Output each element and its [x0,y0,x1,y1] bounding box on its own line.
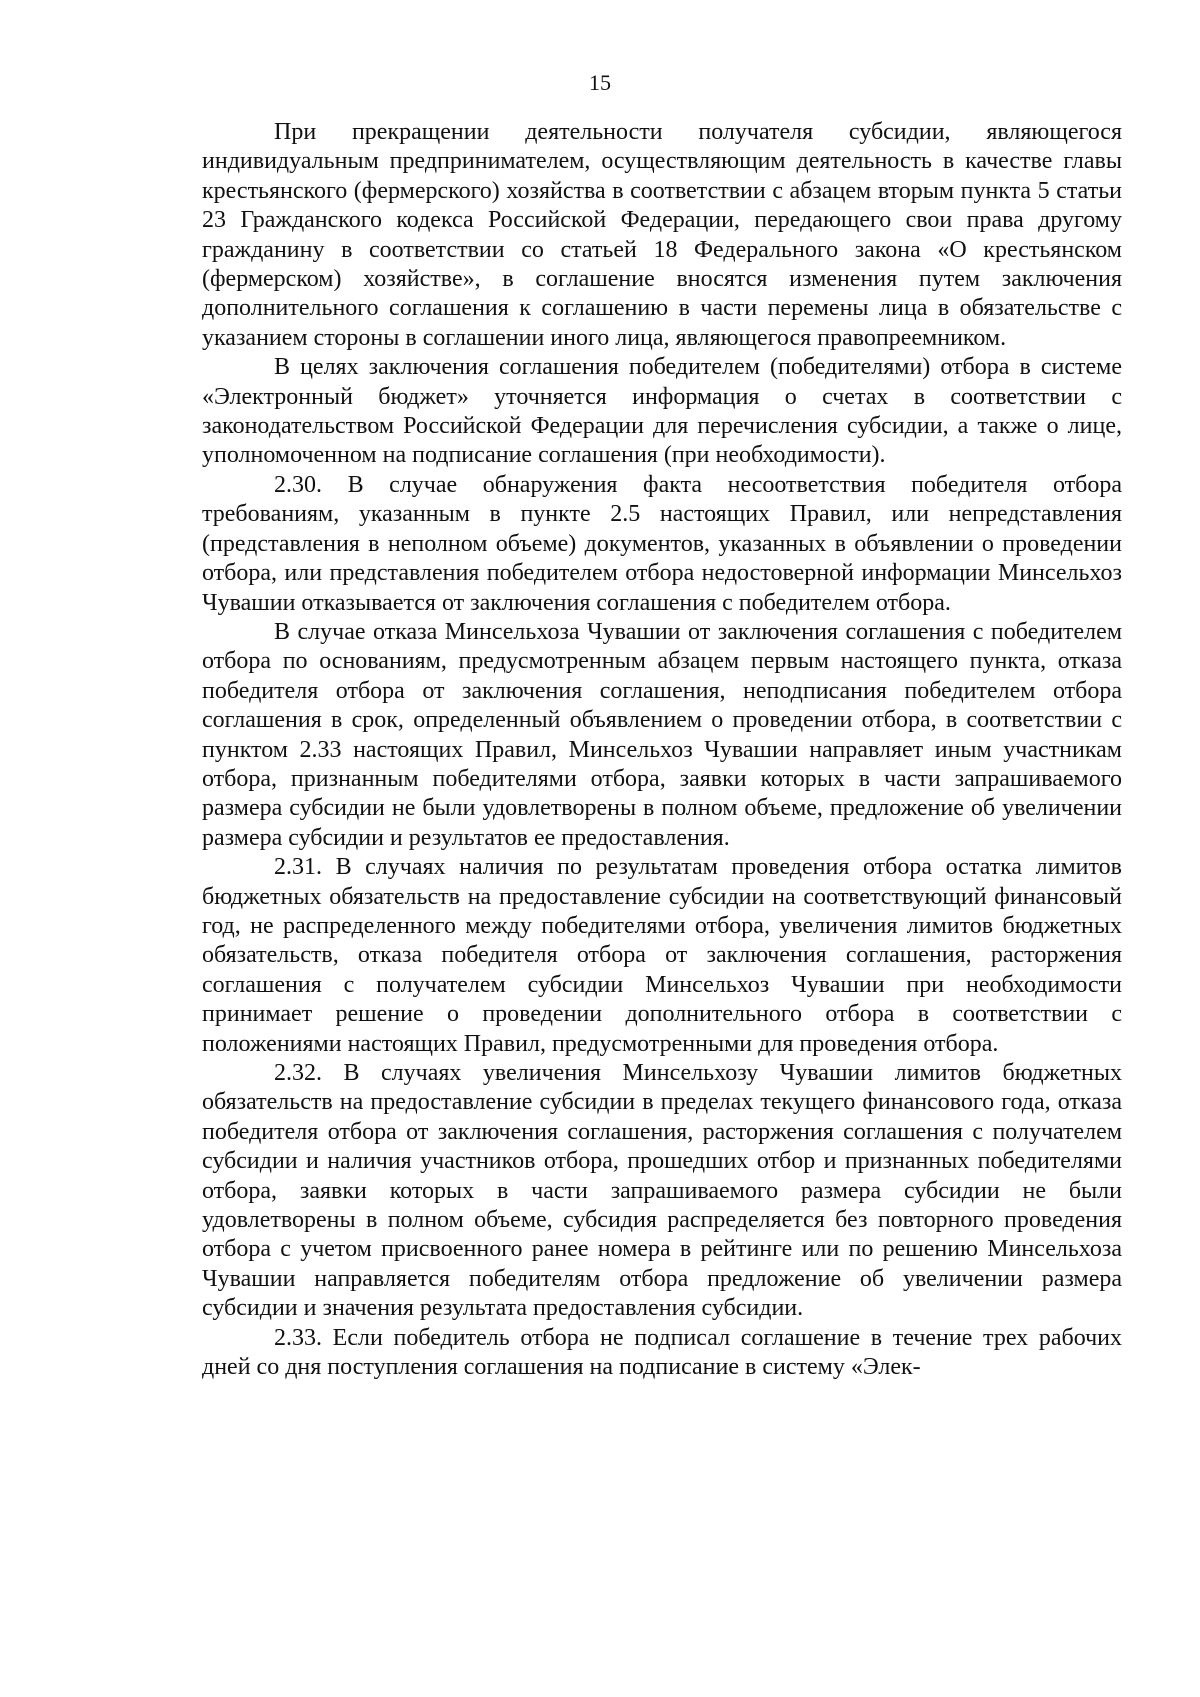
paragraph-2-30: 2.30. В случае обнаружения факта несоответствия победителя отбора требованиям, указанным в пункте 2.5 настоящих Правил, или непредставления (представления в неполном объеме) документов, указанных в объявлении о проведении отбора, или представления победителем отбора недостоверной информации Минсельхоз Чувашии отказывается от заключения соглашения с победителем отбора. [202,471,1122,616]
paragraph-electronic-budget: В целях заключения соглашения победителем (победителями) отбора в системе «Электронный бюджет» уточняется информация о счетах в соответствии с законодательством Российской Федерации для перечисления субсидии, а также о лице, уполномоченном на подписание соглашения (при необходимости). [202,354,1122,469]
paragraph-2-30-refusal: В случае отказа Минсельхоза Чувашии от заключения соглашения с победителем отбора по основаниям, предусмотренным абзацем первым настоящего пункта, отказа победителя отбора от заключения соглашения, неподписания победителем отбора соглашения в срок, определенный объявлением о проведении отбора, в соответствии с пунктом 2.33 настоящих Правил, Минсельхоз Чувашии направляет иным участникам отбора, признанным победителями отбора, заявки которых в части запрашиваемого размера субсидии не были удовлетворены в полном объеме, предложение об увеличении размера субсидии и результатов ее предоставления. [202,618,1122,851]
paragraph-farm-succession: При прекращении деятельности получателя субсидии, являющегося индивидуальным предпринимателем, осуществляющим деятельность в качестве главы крестьянского (фермерского) хозяйства в соответствии с абзацем вторым пункта 5 статьи 23 Гражданского кодекса Российской Федерации, передающего свои права другому гражданину в соответствии со статьей 18 Федерального закона «О крестьянском (фермерском) хозяйстве», в соглашение вносятся изменения путем заключения дополнительного соглашения к соглашению в части перемены лица в обязательстве с указанием стороны в соглашении иного лица, являющегося правопреемником. [202,119,1122,351]
paragraph-2-32: 2.32. В случаях увеличения Минсельхозу Чувашии лимитов бюджетных обязательств на предоставление субсидии в пределах текущего финансового года, отказа победителя отбора от заключения соглашения, расторжения соглашения с получателем субсидии и наличия участников отбора, прошедших отбор и признанных победителями отбора, заявки которых в части запрашиваемого размера субсидии не были удовлетворены в полном объеме, субсидия распределяется без повторного проведения отбора с учетом присвоенного ранее номера в рейтинге или по решению Минсельхоза Чувашии направляется победителям отбора предложение об увеличении размера субсидии и значения результата предоставления субсидии. [202,1060,1122,1322]
paragraph-2-33: 2.33. Если победитель отбора не подписал соглашение в течение трех рабочих дней со дня поступления соглашения на подписание в систему «Элек- [202,1324,1122,1381]
paragraph-2-31: 2.31. В случаях наличия по результатам проведения отбора остатка лимитов бюджетных обязательств на предоставление субсидии на соответствующий финансовый год, не распределенного между победителями отбора, увеличения лимитов бюджетных обязательств, отказа победителя отбора от заключения соглашения, расторжения соглашения с получателем субсидии Минсельхоз Чувашии при необходимости принимает решение о проведении дополнительного отбора в соответствии с положениями настоящих Правил, предусмотренными для проведения отбора. [202,854,1122,1057]
document-body [202,118,1122,1382]
page-number: 15 [589,70,611,95]
